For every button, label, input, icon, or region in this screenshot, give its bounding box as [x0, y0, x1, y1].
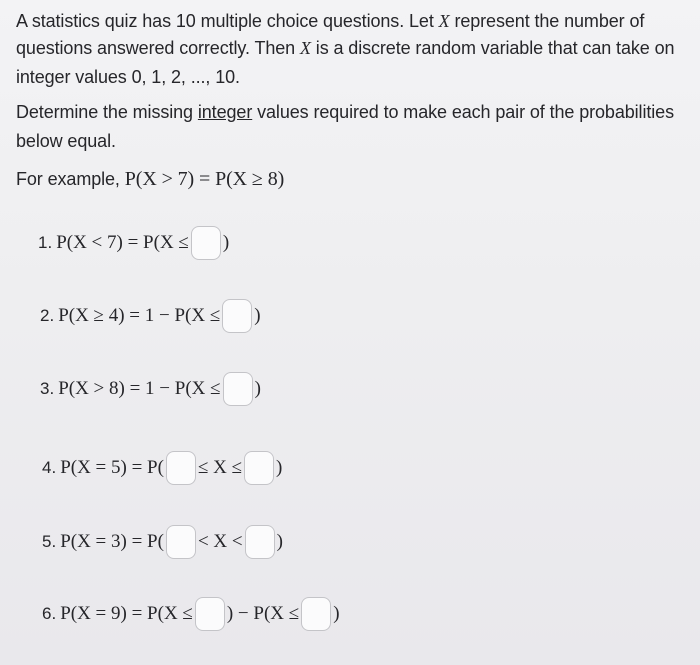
intro-text: represent the number of — [449, 11, 645, 31]
question-3 — [40, 372, 261, 406]
question-6 — [42, 597, 340, 631]
intro-text: is a discrete random variable that can take on — [310, 38, 675, 58]
answer-input-5a[interactable] — [166, 525, 196, 559]
close-paren: ) — [222, 232, 230, 253]
answer-input-1[interactable] — [191, 226, 221, 260]
close-paren: ) — [276, 457, 283, 478]
close-paren: ) — [254, 305, 261, 326]
question-number: 5. — [42, 532, 57, 551]
close-paren: ) — [333, 603, 340, 624]
intro-line-3: integer values 0, 1, 2, ..., 10. — [16, 67, 240, 87]
question-2 — [40, 299, 261, 333]
answer-input-5b[interactable] — [245, 525, 275, 559]
question-1 — [38, 226, 229, 260]
close-paren: ) — [276, 531, 283, 552]
instruction-text: values required to make each pair of the probabilities — [252, 102, 674, 122]
answer-input-4a[interactable] — [166, 451, 196, 485]
example-label: For example, — [16, 169, 125, 189]
question-expression: < X < — [197, 531, 243, 552]
intro-line-2 — [16, 38, 674, 59]
intro-text: A statistics quiz has 10 multiple choice questions. Let — [16, 11, 439, 31]
question-expression: P(X ≥ 4) = 1 − P(X ≤ — [58, 305, 221, 326]
answer-input-2[interactable] — [222, 299, 252, 333]
question-number: 2. — [40, 306, 55, 325]
variable-x: X — [438, 11, 450, 31]
instruction-line-1 — [16, 102, 674, 123]
question-expression: ) − P(X ≤ — [226, 603, 300, 624]
question-expression: ≤ X ≤ — [197, 457, 243, 478]
question-expression: P(X = 5) = P( — [60, 457, 164, 478]
example-expression: P(X > 7) = P(X ≥ 8) — [124, 168, 285, 190]
question-expression: P(X = 3) = P( — [60, 531, 164, 552]
question-number: 4. — [42, 458, 57, 477]
instruction-text: Determine the missing — [16, 102, 198, 122]
instruction-emphasis: integer — [197, 102, 253, 122]
intro-text: questions answered correctly. Then — [16, 38, 300, 58]
example-line — [16, 168, 284, 191]
answer-input-6a[interactable] — [195, 597, 225, 631]
question-number: 6. — [42, 604, 57, 623]
question-number: 3. — [40, 379, 55, 398]
question-expression: P(X > 8) = 1 − P(X ≤ — [58, 378, 221, 399]
question-5 — [42, 525, 283, 559]
variable-x: X — [299, 38, 311, 58]
answer-input-4b[interactable] — [244, 451, 274, 485]
close-paren: ) — [254, 378, 261, 399]
question-number: 1. — [38, 233, 53, 252]
intro-line-1 — [16, 11, 644, 32]
instruction-line-2: below equal. — [16, 131, 116, 151]
answer-input-3[interactable] — [223, 372, 253, 406]
question-expression: P(X = 9) = P(X ≤ — [60, 603, 193, 624]
answer-input-6b[interactable] — [301, 597, 331, 631]
question-4 — [42, 451, 282, 485]
question-expression: P(X < 7) = P(X ≤ — [56, 232, 189, 253]
